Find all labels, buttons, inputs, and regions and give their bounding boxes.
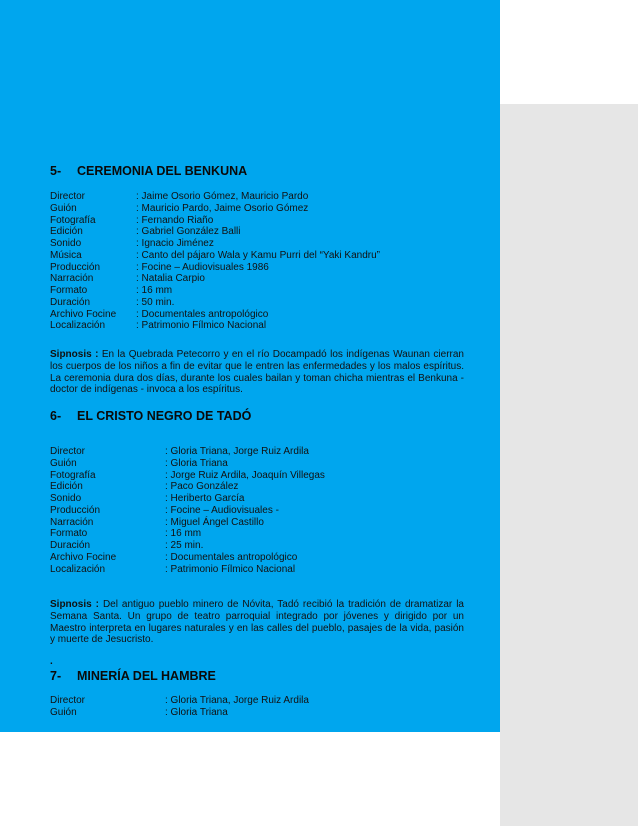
section-heading-7: [50, 669, 216, 683]
credit-value: : Ignacio Jiménez: [136, 238, 214, 249]
credit-value: : Paco González: [165, 481, 239, 493]
credit-value: : Focine – Audiovisuales 1986: [136, 261, 269, 273]
credit-value: : Gabriel González Balli: [136, 226, 241, 238]
credit-label: Archivo Focine: [50, 551, 117, 563]
credit-label: Duración: [50, 540, 91, 551]
credit-label: Sonido: [50, 493, 82, 504]
credit-value: : Jaime Osorio Gómez, Mauricio Pardo: [136, 191, 309, 202]
credit-label: Fotografía: [50, 214, 96, 226]
credit-label: Producción: [50, 504, 101, 516]
synopsis-label: Sipnosis :: [50, 599, 99, 610]
credit-label: Narración: [50, 516, 94, 528]
credit-value: : Documentales antropológico: [165, 551, 298, 563]
credit-value: : Gloria Triana, Jorge Ruiz Ardila: [165, 446, 309, 457]
section-number: 7-: [50, 669, 62, 683]
credit-value: : Gloria Triana: [165, 706, 228, 718]
credit-value: : Documentales antropológico: [136, 308, 269, 320]
credit-label: Director: [50, 191, 86, 202]
section-title: MINERÍA DEL HAMBRE: [77, 669, 216, 683]
synopsis-6: [50, 599, 464, 646]
credit-value: : Jorge Ruiz Ardila, Joaquín Villegas: [165, 469, 325, 481]
credit-label: Localización: [50, 563, 106, 575]
credit-label: Guión: [50, 202, 77, 214]
credit-value: : Gloria Triana, Jorge Ruiz Ardila: [165, 695, 309, 706]
credit-label: Fotografía: [50, 469, 96, 481]
credit-label: Narración: [50, 273, 94, 285]
comment-panel: [500, 0, 638, 826]
section-number: 5-: [50, 164, 62, 178]
credit-label: Guión: [50, 706, 77, 718]
credit-label: Música: [50, 249, 82, 261]
section-number: 6-: [50, 409, 62, 423]
synopsis-text: En la Quebrada Petecorro y en el río Docampadó los indígenas Waunan cierran los cuerpos de los niños a fin de evitar que le entren las enfermedades y los malos espíritus. La ceremonia dura dos días, durante los cuales bailan y toman chicha mientras el Benkuna - doctor de indígenas - invoca a los espíritus.: [50, 349, 464, 396]
credit-value: : Patrimonio Fílmico Nacional: [136, 320, 267, 332]
credit-value: : 25 min.: [165, 540, 204, 551]
credit-value: : 16 mm: [136, 285, 173, 296]
credit-label: Director: [50, 446, 86, 457]
credit-value: : Natalia Carpio: [136, 273, 205, 285]
section-title: EL CRISTO NEGRO DE TADÓ: [77, 409, 252, 423]
credit-label: Localización: [50, 320, 106, 332]
credit-label: Duración: [50, 296, 91, 308]
section-heading-5: [50, 164, 247, 178]
section-title: CEREMONIA DEL BENKUNA: [77, 164, 248, 178]
credit-label: Director: [50, 695, 86, 706]
synopsis-label: Sipnosis :: [50, 349, 99, 360]
credit-label: Guión: [50, 457, 77, 469]
credit-value: : Mauricio Pardo, Jaime Osorio Gómez: [136, 202, 309, 214]
stray-mark: .: [50, 656, 53, 667]
synopsis-text: Del antiguo pueblo minero de Nóvita, Tadó recibió la tradición de dramatizar la Semana Santa. Un grupo de teatro parroquial integrado por jóvenes y dirigido por un Maestro interpreta en lugares naturales y en las calles del pueblo, pasajes de la vida, pasión y muerte de Jesucristo.: [50, 599, 464, 646]
credit-label: Formato: [50, 285, 88, 296]
credit-value: : 16 mm: [165, 528, 202, 540]
synopsis-5: [50, 349, 464, 396]
credit-label: Edición: [50, 481, 83, 493]
credit-value: : Patrimonio Fílmico Nacional: [165, 563, 296, 575]
credit-label: Formato: [50, 528, 88, 540]
credit-value: : Canto del pájaro Wala y Kamu Purri del “Yaki Kandru”: [136, 249, 380, 261]
credit-value: : Miguel Ángel Castillo: [165, 516, 264, 528]
credit-value: : Focine – Audiovisuales -: [165, 504, 279, 516]
credit-value: : Heriberto García: [165, 493, 245, 504]
credit-label: Producción: [50, 261, 101, 273]
credit-label: Archivo Focine: [50, 308, 117, 320]
credit-value: : Gloria Triana: [165, 457, 228, 469]
credit-label: Sonido: [50, 238, 82, 249]
credit-value: : Fernando Riaño: [136, 214, 214, 226]
section-heading-6: [50, 409, 251, 423]
credit-value: : 50 min.: [136, 296, 175, 308]
credit-label: Edición: [50, 226, 83, 238]
